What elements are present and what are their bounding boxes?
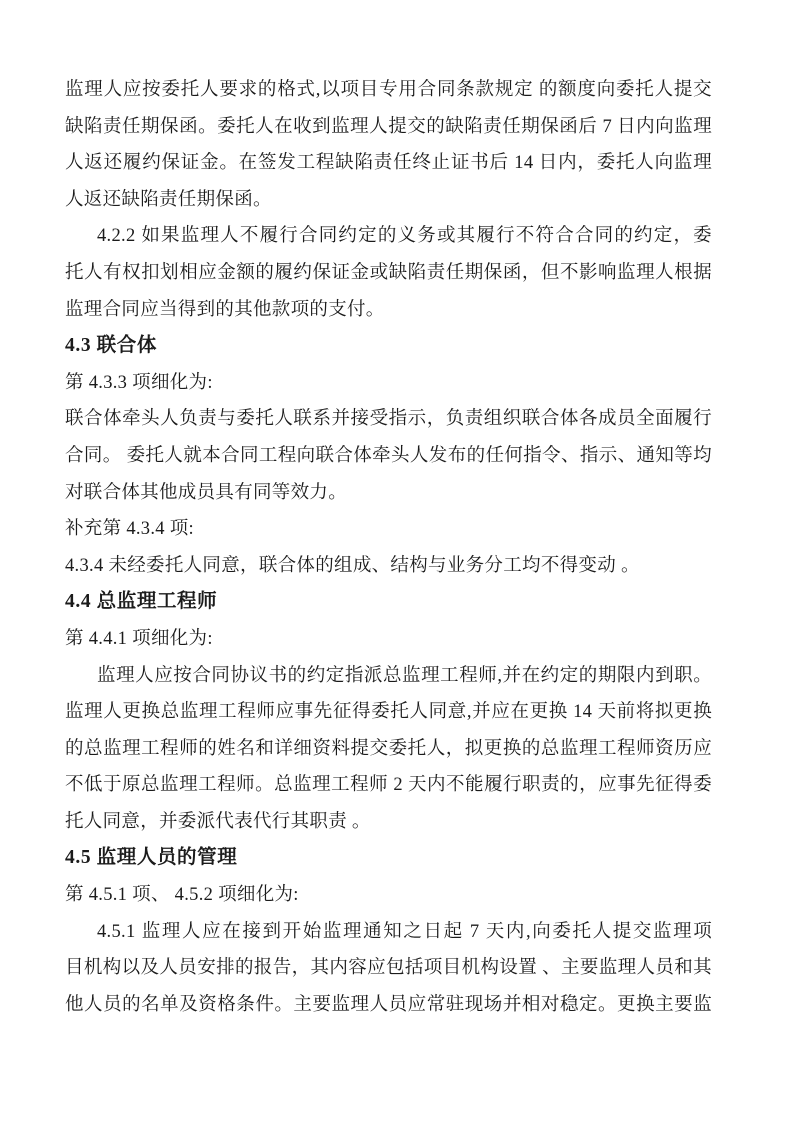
- text-line: 目机构以及人员安排的报告，其内容应包括项目机构设置 、主要监理人员和其: [65, 958, 712, 979]
- text-line: 人返还缺陷责任期保函。: [65, 189, 272, 210]
- text-line: 第 4.5.1 项、 4.5.2 项细化为:: [65, 885, 299, 906]
- text-line: 监理人应按委托人要求的格式,以项目专用合同条款规定 的额度向委托人提交: [65, 80, 712, 100]
- text-line: 4.5.1 监理人应在接到开始监理通知之日起 7 天内,向委托人提交监理项: [97, 921, 712, 942]
- paragraph: [65, 218, 712, 328]
- text-line: 监理人更换总监理工程师应事先征得委托人同意,并应在更换 14 天前将拟更换: [65, 702, 712, 723]
- text-line: 联合体牵头人负责与委托人联系并接受指示，负责组织联合体各成员全面履行: [65, 409, 712, 430]
- paragraph: [65, 365, 712, 402]
- paragraph: [65, 548, 712, 585]
- paragraph: [65, 72, 712, 218]
- section-heading: [65, 328, 712, 365]
- paragraph: [65, 621, 712, 658]
- text-line: 第 4.4.1 项细化为:: [65, 628, 213, 649]
- text-line: 4.2.2 如果监理人不履行合同约定的义务或其履行不符合合同的约定，委: [97, 226, 712, 247]
- heading-text: 4.3 联合体: [65, 335, 157, 357]
- paragraph: [65, 914, 712, 1024]
- text-line: 补充第 4.3.4 项:: [65, 519, 194, 540]
- text-line: 监理合同应当得到的其他款项的支付。: [65, 299, 385, 320]
- text-line: 的总监理工程师的姓名和详细资料提交委托人，拟更换的总监理工程师资历应: [65, 738, 712, 759]
- paragraph: [65, 401, 712, 511]
- text-line: 监理人应按合同协议书的约定指派总监理工程师,并在约定的期限内到职。: [97, 665, 712, 686]
- text-line: 人返还履约保证金。在签发工程缺陷责任终止证书后 14 日内，委托人向监理: [65, 153, 712, 174]
- text-line: 第 4.3.3 项细化为:: [65, 372, 213, 393]
- heading-text: 4.5 监理人员的管理: [65, 847, 238, 869]
- text-line: 不低于原总监理工程师。总监理工程师 2 天内不能履行职责的，应事先征得委: [65, 775, 712, 796]
- section-heading: [65, 840, 712, 877]
- paragraph: [65, 877, 712, 914]
- text-line: 4.3.4 未经委托人同意，联合体的组成、结构与业务分工均不得变动 。: [65, 555, 640, 576]
- text-line: 托人有权扣划相应金额的履约保证金或缺陷责任期保函，但不影响监理人根据: [65, 262, 712, 283]
- text-line: 他人员的名单及资格条件。主要监理人员应常驻现场并相对稳定。更换主要监: [65, 994, 712, 1015]
- section-heading: [65, 584, 712, 621]
- text-line: 合同。 委托人就本合同工程向联合体牵头人发布的任何指令、指示、通知等均: [65, 445, 712, 466]
- paragraph: [65, 511, 712, 548]
- heading-text: 4.4 总监理工程师: [65, 591, 218, 613]
- text-line: 缺陷责任期保函。委托人在收到监理人提交的缺陷责任期保函后 7 日内向监理: [65, 116, 712, 137]
- text-line: 托人同意，并委派代表代行其职责 。: [65, 811, 371, 832]
- text-line: 对联合体其他成员具有同等效力。: [65, 482, 348, 503]
- paragraph: [65, 658, 712, 841]
